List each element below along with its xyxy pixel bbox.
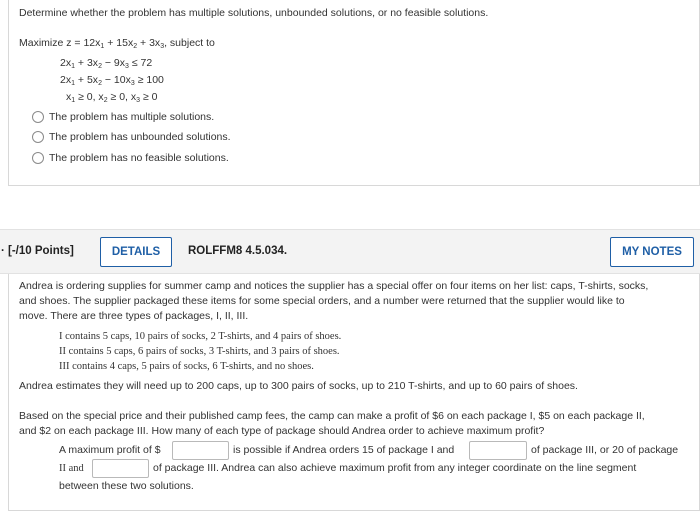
answer-text-a: A maximum profit of $ (59, 444, 161, 456)
intro-line-1: Andrea is ordering supplies for summer camp and notices the supplier has a special offer on four items on her list: caps, T-shirts, socks, (19, 280, 649, 292)
constraint-1: $2x_1 + 3x_2 - 9x_3 \le 72$ (60, 57, 153, 70)
radio-no-feasible-solutions[interactable] (32, 152, 44, 164)
details-button[interactable]: DETAILS (100, 237, 172, 267)
option-label-no-feasible: The problem has no feasible solutions. (49, 152, 229, 164)
radio-multiple-solutions[interactable] (32, 111, 44, 123)
package-2-description: II contains 5 caps, 6 pairs of socks, 3 T-shirts, and 3 pairs of shoes. (59, 346, 340, 357)
package-3-qty-input-2[interactable] (92, 459, 149, 478)
option-label-multiple: The problem has multiple solutions. (49, 111, 215, 123)
answer-text-f: between these two solutions. (59, 480, 194, 492)
nonnegativity-constraint: $x_1 \ge 0$, $x_2 \ge 0$, $x_3 \ge 0$ (66, 91, 158, 104)
radio-unbounded-solutions[interactable] (32, 131, 44, 143)
package-3-qty-input-1[interactable] (469, 441, 527, 460)
points-label: · [-/10 Points] (1, 245, 74, 257)
q1-instruction: Determine whether the problem has multiple solutions, unbounded solutions, or no feasible solutions. (19, 7, 489, 19)
answer-text-c: of package III, or 20 of package (531, 444, 679, 456)
package-1-description: I contains 5 caps, 10 pairs of socks, 2 T-shirts, and 4 pairs of shoes. (59, 331, 342, 342)
intro-line-2: and shoes. The supplier packaged these items for some special orders, and a number were returned that the supplier would like to (19, 295, 625, 307)
answer-text-d: II and (59, 463, 84, 474)
constraint-2: $2x_1 + 5x_2 - 10x_3 \ge 100$ (60, 74, 164, 87)
profit-line-2: and $2 on each package III. How many of each type of package should Andrea order to achieve maximum profit? (19, 425, 545, 437)
problem-code: ROLFFM8 4.5.034. (188, 245, 288, 257)
package-3-description: III contains 4 caps, 5 pairs of socks, 6 T-shirts, and no shoes. (59, 361, 314, 372)
my-notes-button[interactable]: MY NOTES (610, 237, 694, 267)
profit-line-1: Based on the special price and their published camp fees, the camp can make a profit of $6 on each package I, $5 on each package II, (19, 410, 645, 422)
answer-text-b: is possible if Andrea orders 15 of package I and (233, 444, 455, 456)
objective-function: Maximize $z = 12x_1 + 15x_2 + 3x_3$, subject to (19, 37, 215, 50)
option-label-unbounded: The problem has unbounded solutions. (49, 131, 231, 143)
needs-statement: Andrea estimates they will need up to 200 caps, up to 300 pairs of socks, up to 210 T-shirts, and up to 60 pairs of shoes. (19, 380, 578, 392)
intro-line-3: move. There are three types of packages, I, II, III. (19, 310, 249, 322)
answer-text-e: of package III. Andrea can also achieve maximum profit from any integer coordinate on the line segment (153, 462, 637, 474)
max-profit-input[interactable] (172, 441, 229, 460)
